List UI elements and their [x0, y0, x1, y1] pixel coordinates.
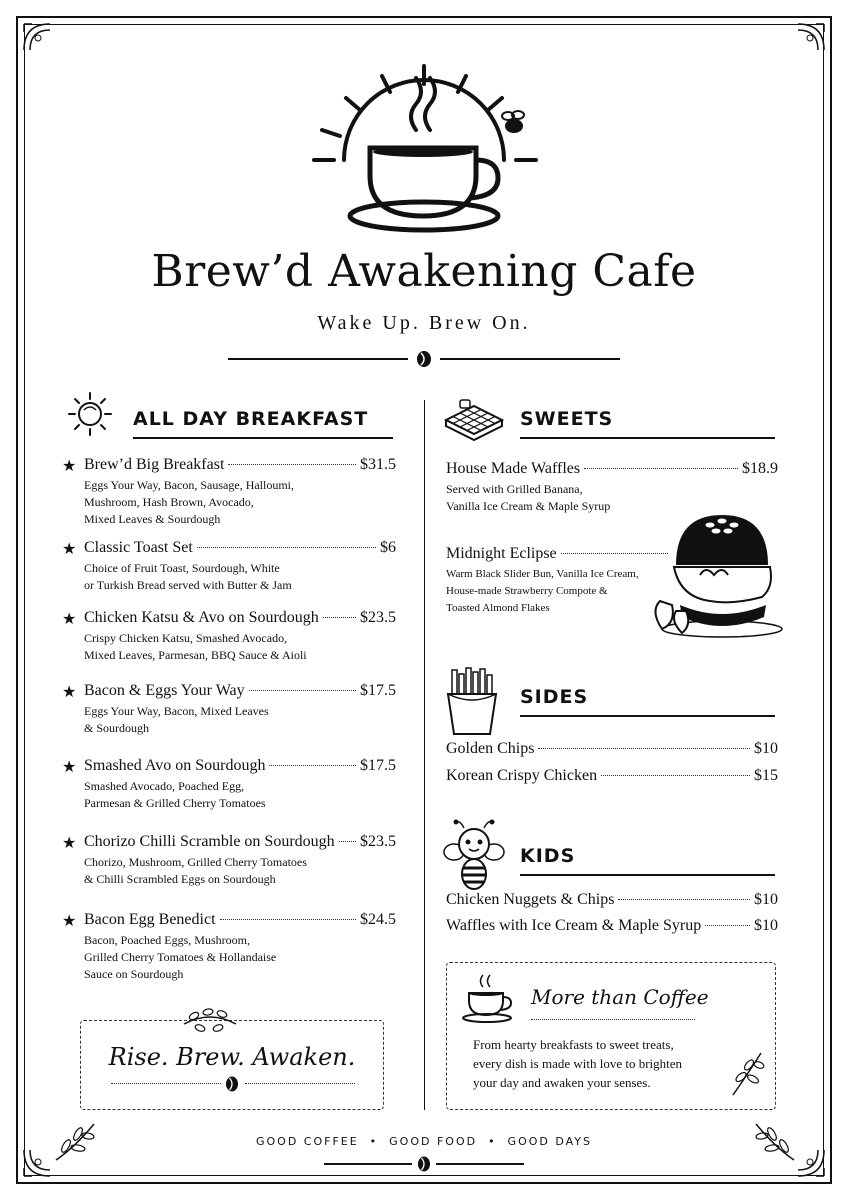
footer-text: GOOD COFFEE • GOOD FOOD • GOOD DAYS	[255, 1135, 593, 1148]
item-name: House Made Waffles	[446, 460, 581, 477]
star-icon: ★	[62, 682, 77, 701]
column-divider	[424, 400, 425, 1110]
sweets-heading: SWEETS	[520, 408, 614, 430]
item-price: $10	[754, 740, 778, 757]
item-name: Midnight Eclipse	[446, 545, 557, 562]
kids-heading: KIDS	[520, 845, 576, 867]
sides-heading: SIDES	[520, 686, 589, 708]
item-price: $15	[754, 767, 778, 784]
kids-heading-rule	[520, 874, 775, 876]
item-price: $17.5	[360, 757, 396, 774]
bee-icon	[502, 111, 524, 133]
more-than-coffee-box	[446, 962, 776, 1110]
item-name: Chorizo Chilli Scramble on Sourdough	[84, 833, 335, 850]
sun-icon	[66, 390, 114, 438]
slogan-dots-right	[245, 1083, 355, 1084]
item-name: Korean Crispy Chicken	[446, 767, 598, 784]
item-name: Brew’d Big Breakfast	[84, 456, 225, 473]
star-icon: ★	[62, 911, 77, 930]
slogan-text: Rise. Brew. Awaken.	[108, 1043, 356, 1071]
footer-divider-left	[324, 1163, 412, 1165]
waffle-icon	[442, 398, 506, 442]
star-icon: ★	[62, 456, 77, 475]
menu-item: House Made Waffles $18.9 Served with Grilled Banana, Vanilla Ice Cream & Maple Syrup	[446, 460, 778, 513]
coffee-cup-sun-logo-icon	[304, 60, 544, 240]
tagline: Wake Up. Brew On.	[317, 312, 531, 334]
item-price: $24.5	[360, 911, 396, 928]
item-name: Classic Toast Set	[84, 539, 193, 556]
corner-ornament-icon	[790, 20, 828, 58]
item-price: $18.9	[742, 460, 778, 477]
item-price: $23.5	[360, 833, 396, 850]
item-price: $17.5	[360, 682, 396, 699]
menu-item: Chorizo Chilli Scramble on Sourdough $23.5 Chorizo, Mushroom, Grilled Cherry Tomatoes & Chilli Scrambled Eggs on Sourdough	[84, 833, 396, 886]
item-price: $23.5	[360, 609, 396, 626]
more-than-coffee-body: From hearty breakfasts to sweet treats, every dish is made with love to brighten your day and awaken your senses.	[473, 1037, 683, 1090]
item-name: Bacon & Eggs Your Way	[84, 682, 245, 699]
coffee-bean-icon	[414, 350, 434, 368]
fries-icon	[444, 666, 500, 736]
item-name: Waffles with Ice Cream & Maple Syrup	[446, 917, 702, 934]
star-icon: ★	[62, 539, 77, 558]
menu-item	[446, 917, 778, 935]
header-divider-right	[440, 358, 620, 360]
item-name: Chicken Nuggets & Chips	[446, 891, 615, 908]
menu-item: Bacon Egg Benedict $24.5 Bacon, Poached Eggs, Mushroom, Grilled Cherry Tomatoes & Hollandaise Sauce on Sourdough	[84, 911, 396, 981]
star-icon: ★	[62, 833, 77, 852]
bee-mascot-icon	[442, 818, 506, 892]
item-name: Chicken Katsu & Avo on Sourdough	[84, 609, 319, 626]
more-than-coffee-title: More than Coffee	[531, 985, 709, 1009]
breakfast-heading: ALL DAY BREAKFAST	[133, 408, 369, 430]
menu-item: Bacon & Eggs Your Way $17.5 Eggs Your Way, Bacon, Mixed Leaves & Sourdough	[84, 682, 396, 735]
sweets-heading-rule	[520, 437, 775, 439]
menu-item	[446, 891, 778, 909]
more-than-coffee-dots	[531, 1019, 695, 1020]
item-name: Smashed Avo on Sourdough	[84, 757, 266, 774]
sides-heading-rule	[520, 715, 775, 717]
menu-item: Smashed Avo on Sourdough $17.5 Smashed Avocado, Poached Egg, Parmesan & Grilled Cherry Tomatoes	[84, 757, 396, 810]
menu-item: Classic Toast Set $6 Choice of Fruit Toast, Sourdough, White or Turkish Bread served with Butter & Jam	[84, 539, 396, 592]
item-name: Bacon Egg Benedict	[84, 911, 216, 928]
corner-ornament-icon	[20, 20, 58, 58]
item-price: $10	[754, 917, 778, 934]
slogan-box	[80, 1020, 384, 1110]
header-divider-left	[228, 358, 408, 360]
ice-cream-slider-icon	[640, 505, 800, 645]
cafe-title: Brew’d Awakening Cafe	[151, 246, 697, 297]
coffee-bean-icon	[223, 1075, 241, 1093]
item-price: $6	[380, 539, 396, 556]
item-price: $31.5	[360, 456, 396, 473]
coffee-bean-icon	[415, 1155, 433, 1173]
coffee-cup-icon	[459, 973, 517, 1023]
menu-item	[446, 740, 778, 758]
menu-item: Midnight Eclipse Warm Black Slider Bun, Vanilla Ice Cream, House-made Strawberry Compote & Toasted Almond Flakes	[446, 545, 672, 617]
star-icon: ★	[62, 757, 77, 776]
breakfast-heading-rule	[133, 437, 393, 439]
item-name: Golden Chips	[446, 740, 535, 757]
menu-item: Brew’d Big Breakfast $31.5 Eggs Your Way, Bacon, Sausage, Halloumi, Mushroom, Hash Brown, Avocado, Mixed Leaves & Sourdough	[84, 456, 396, 526]
leaf-sprig-icon	[727, 1049, 767, 1099]
footer-divider-right	[436, 1163, 524, 1165]
star-icon: ★	[62, 609, 77, 628]
menu-item	[446, 767, 778, 785]
menu-item: Chicken Katsu & Avo on Sourdough $23.5 Crispy Chicken Katsu, Smashed Avocado, Mixed Leaves, Parmesan, BBQ Sauce & Aioli	[84, 609, 396, 662]
slogan-dots-left	[111, 1083, 221, 1084]
item-price: $10	[754, 891, 778, 908]
